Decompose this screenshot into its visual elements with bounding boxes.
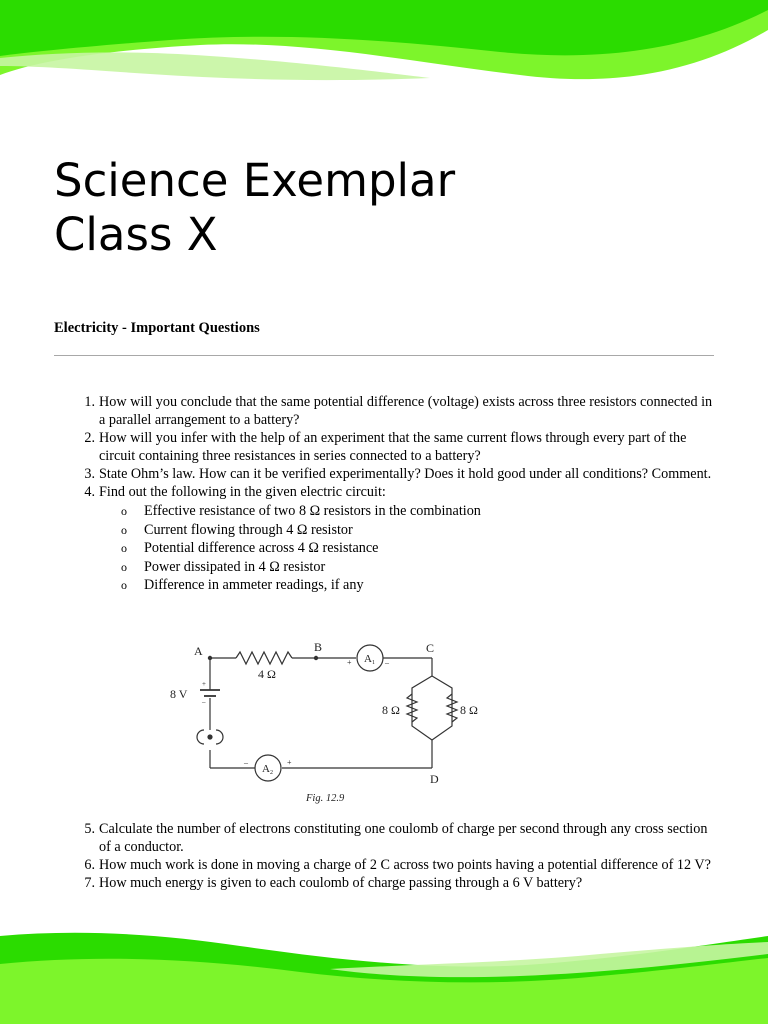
battery-label: 8 V: [170, 687, 188, 701]
footer-wave-decoration: [0, 924, 768, 1024]
question-item: [54, 465, 714, 483]
question-text: How will you infer with the help of an experiment that the same current flows through every part of the circuit containing three resistances in series connected to a battery?: [99, 430, 687, 464]
ammeter-a2-label: A2: [262, 763, 273, 776]
question-4-sublist: [99, 502, 714, 595]
sublist-item-text: Effective resistance of two 8 Ω resistors in the combination: [144, 503, 481, 519]
battery-plus: +: [202, 680, 206, 688]
sublist-item: [99, 558, 714, 577]
a1-plus: +: [347, 658, 352, 667]
question-text: How much work is done in moving a charge of 2 C across two points having a potential difference of 12 V?: [99, 857, 711, 873]
section-heading: Electricity - Important Questions: [54, 320, 260, 336]
resistor-4-ohm: [236, 652, 292, 664]
question-list-part-2: [54, 820, 714, 892]
header-wave-decoration: [0, 0, 768, 100]
bullet-marker: o: [121, 559, 127, 574]
question-number: 6.: [84, 857, 95, 873]
sublist-item: [99, 521, 714, 540]
question-text: Find out the following in the given electric circuit:: [99, 484, 386, 500]
question-item: [54, 483, 714, 595]
sublist-item-text: Power dissipated in 4 Ω resistor: [144, 558, 326, 575]
question-number: 7.: [84, 875, 95, 891]
question-number: 4.: [84, 484, 95, 500]
title-line-1: Science Exemplar: [54, 154, 456, 207]
bullet-marker: o: [121, 504, 127, 518]
question-list-part-1: [54, 393, 714, 595]
bullet-marker: o: [121, 522, 127, 537]
circuit-diagram: [166, 638, 486, 810]
sublist-item-text: Difference in ammeter readings, if any: [144, 577, 364, 594]
question-number: 3.: [84, 466, 95, 482]
question-text: How will you conclude that the same potential difference (voltage) exists across three resistors connected in a parallel arrangement to a battery?: [99, 394, 713, 428]
sublist-item: [99, 502, 714, 521]
resistor-label-8-ohm-right: 8 Ω: [460, 703, 478, 717]
resistor-label-8-ohm-left: 8 Ω: [382, 703, 400, 717]
question-item: [54, 393, 714, 429]
question-text: Calculate the number of electrons constituting one coulomb of charge per second through any cross section of a conductor.: [99, 821, 708, 855]
resistor-label-4-ohm: 4 Ω: [258, 667, 276, 681]
a1-minus: –: [385, 658, 389, 667]
bullet-marker: o: [121, 578, 127, 593]
question-item: [54, 429, 714, 465]
node-label-b: B: [314, 640, 323, 654]
ammeter-a1-label: A1: [364, 653, 375, 666]
heading-divider: [54, 355, 714, 356]
title-line-2: Class X: [54, 208, 218, 261]
page-title: [54, 154, 455, 262]
question-text: State Ohm’s law. How can it be verified experimentally? Does it hold good under all conditions? Comment.: [99, 466, 712, 482]
node-label-c: C: [426, 641, 435, 655]
sublist-item-text: Current flowing through 4 Ω resistor: [144, 521, 353, 538]
ammeter-a1-subscript: 1: [371, 660, 375, 666]
ammeter-a2-subscript: 2: [269, 770, 273, 776]
figure-caption: Fig. 12.9: [306, 793, 345, 804]
a2-minus: –: [244, 758, 248, 767]
battery-minus: –: [202, 698, 206, 706]
question-item: [54, 874, 714, 892]
sublist-item: [99, 539, 714, 558]
plug-key: [197, 730, 204, 744]
sublist-item-text: Potential difference across 4 Ω resistance: [144, 540, 379, 557]
question-item: [54, 820, 714, 856]
question-text: How much energy is given to each coulomb of charge passing through a 6 V battery?: [99, 875, 583, 891]
node-label-a: A: [194, 644, 203, 658]
question-item: [54, 856, 714, 874]
question-number: 2.: [84, 430, 95, 446]
question-number: 5.: [84, 821, 95, 837]
node-label-d: D: [430, 772, 439, 786]
bullet-marker: o: [121, 541, 127, 556]
a2-plus: +: [287, 758, 292, 767]
sublist-item: [99, 576, 714, 595]
question-number: 1.: [84, 394, 95, 410]
